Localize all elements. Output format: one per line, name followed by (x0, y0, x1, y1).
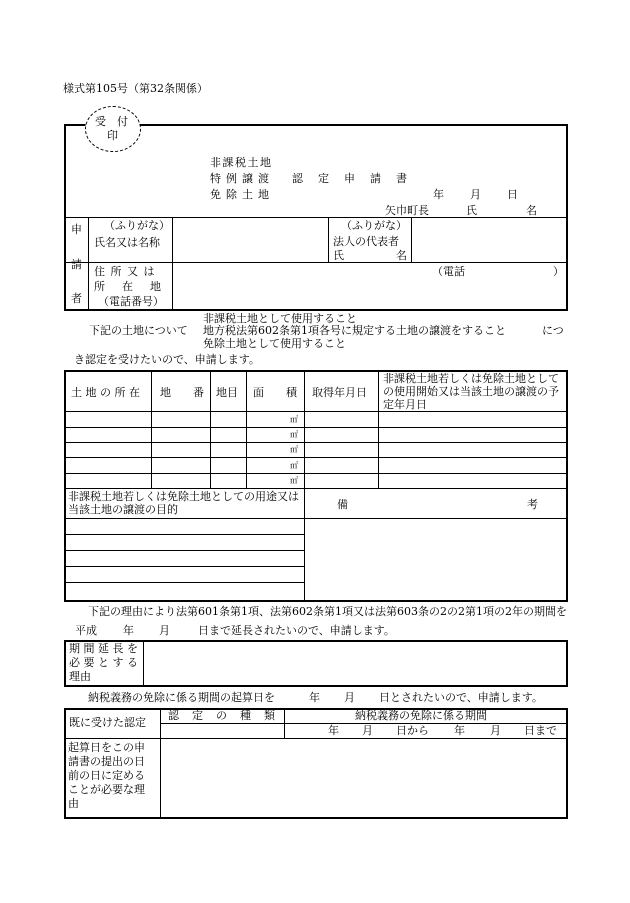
applicant-side-label-3: 者 (71, 292, 82, 305)
area-unit: ㎡ (290, 461, 298, 470)
period-to-year: 年 (454, 724, 465, 737)
received-certification-label: 既に受けた認定 (69, 716, 146, 729)
period-from-year: 年 (328, 724, 339, 737)
purpose-option-taxfree: 非課税土地として使用すること (203, 312, 357, 325)
start-date-year: 年 (309, 691, 320, 704)
stamp-label: 受 付 (95, 115, 128, 128)
phone-number-label: （電話番号） (98, 295, 164, 308)
period-to-month: 月 (490, 724, 501, 737)
header-lot-number: 地 番 (160, 386, 204, 399)
extension-reason-label-3: 理由 (69, 670, 91, 683)
representative-field[interactable] (413, 219, 566, 260)
name-label: 氏名又は名称 (94, 236, 160, 249)
header-use-start-date: 非課税土地若しくは免除土地としての使用開始又は当該土地の譲渡の予定年月日 (383, 372, 559, 411)
reason-label-1: 起算日をこの申 (68, 741, 145, 754)
extension-year: 年 (123, 624, 134, 637)
start-date-tail: 日とされたいので、申請します。 (379, 691, 543, 704)
purpose-option-transfer: 地方税法第602条第1項各号に規定する土地の譲渡をすること (203, 324, 506, 337)
phone-close: ） (553, 265, 564, 278)
purpose-line2: き認定を受けたいので、申請します。 (74, 353, 260, 366)
extension-line1: 下記の理由により法第601条第1項、法第602条第1項又は法第603条の2の2第1項の2年の期間を (88, 605, 567, 618)
remarks-field[interactable] (306, 520, 566, 600)
applicant-side-label-2: 請 (71, 258, 82, 271)
reason-label-4: ことが必要な理 (68, 783, 145, 796)
reason-label-2: 請書の提出の日 (68, 755, 145, 768)
purpose-tail: につ (542, 324, 564, 337)
form-number: 様式第105号（第32条関係） (63, 82, 208, 95)
period-to-day: 日まで (524, 724, 557, 737)
name-field[interactable] (174, 219, 326, 260)
purpose-lead: 下記の土地について (89, 324, 188, 337)
address-label-2: 所 在 地 (94, 280, 164, 293)
header-area: 面 積 (253, 386, 297, 399)
header-land-category: 地目 (216, 386, 238, 399)
date-month-label: 月 (470, 188, 481, 201)
applicant-side-label-1: 申 (71, 223, 82, 236)
addressee-name-label: 氏 (466, 204, 477, 217)
header-acquisition-date: 取得年月日 (312, 386, 367, 399)
reason-label-3: 前の日に定める (68, 769, 145, 782)
extension-era: 平成 (75, 624, 97, 637)
representative-label: 法人の代表者 (333, 235, 399, 248)
representative-name-label-2: 名 (396, 249, 407, 262)
date-day-label: 日 (507, 188, 518, 201)
usage-purpose-header: 非課税土地若しくは免除土地としての用途又は当該土地の譲渡の目的 (68, 490, 299, 516)
purpose-option-exempt: 免除土地として使用すること (203, 337, 346, 350)
date-year-label: 年 (433, 188, 444, 201)
name-furigana-label: （ふりがな） (104, 219, 170, 232)
remarks-label-left: 備 (337, 498, 348, 511)
reception-stamp (85, 106, 141, 152)
extension-reason-field[interactable] (145, 642, 566, 685)
reason-label-5: 由 (68, 797, 79, 810)
certification-type-header: 認 定 の 種 類 (168, 709, 276, 722)
title-option-exempt: 免除土地 (210, 188, 274, 201)
representative-furigana-label: （ふりがな） (341, 219, 407, 232)
phone-label: （電話 (432, 265, 465, 278)
address-label-1: 住 所 又 は (94, 265, 156, 278)
extension-reason-label-2: 必 要 と す る (69, 656, 138, 669)
stamp-seal-label: 印 (107, 129, 118, 142)
address-field[interactable] (174, 264, 566, 309)
area-unit: ㎡ (290, 415, 298, 424)
period-from-day: 日から (396, 724, 429, 737)
period-from-month: 月 (362, 724, 373, 737)
title-option-taxfree: 非課税土地 (210, 156, 273, 169)
representative-name-label-1: 氏 (333, 249, 344, 262)
area-unit: ㎡ (290, 476, 298, 485)
area-unit: ㎡ (290, 445, 298, 454)
reason-field[interactable] (162, 740, 566, 817)
extension-month: 月 (159, 624, 170, 637)
header-land-location: 土 地 の 所 在 (71, 386, 140, 399)
area-unit: ㎡ (290, 430, 298, 439)
remarks-label-right: 考 (527, 498, 538, 511)
title-option-special-transfer: 特例譲渡 (210, 172, 274, 185)
start-date-month: 月 (344, 691, 355, 704)
exemption-period-header: 納税義務の免除に係る期間 (355, 709, 487, 722)
extension-reason-label-1: 期 間 延 長 を (69, 642, 138, 655)
addressee-label: 矢巾町長 (385, 204, 429, 217)
extension-line2-tail: 日まで延長されたいので、申請します。 (198, 624, 395, 637)
addressee-seal-label: 名 (526, 204, 537, 217)
start-date-line: 納税義務の免除に係る期間の起算日を (88, 691, 275, 704)
title-suffix: 認 定 申 請 書 (292, 172, 409, 185)
